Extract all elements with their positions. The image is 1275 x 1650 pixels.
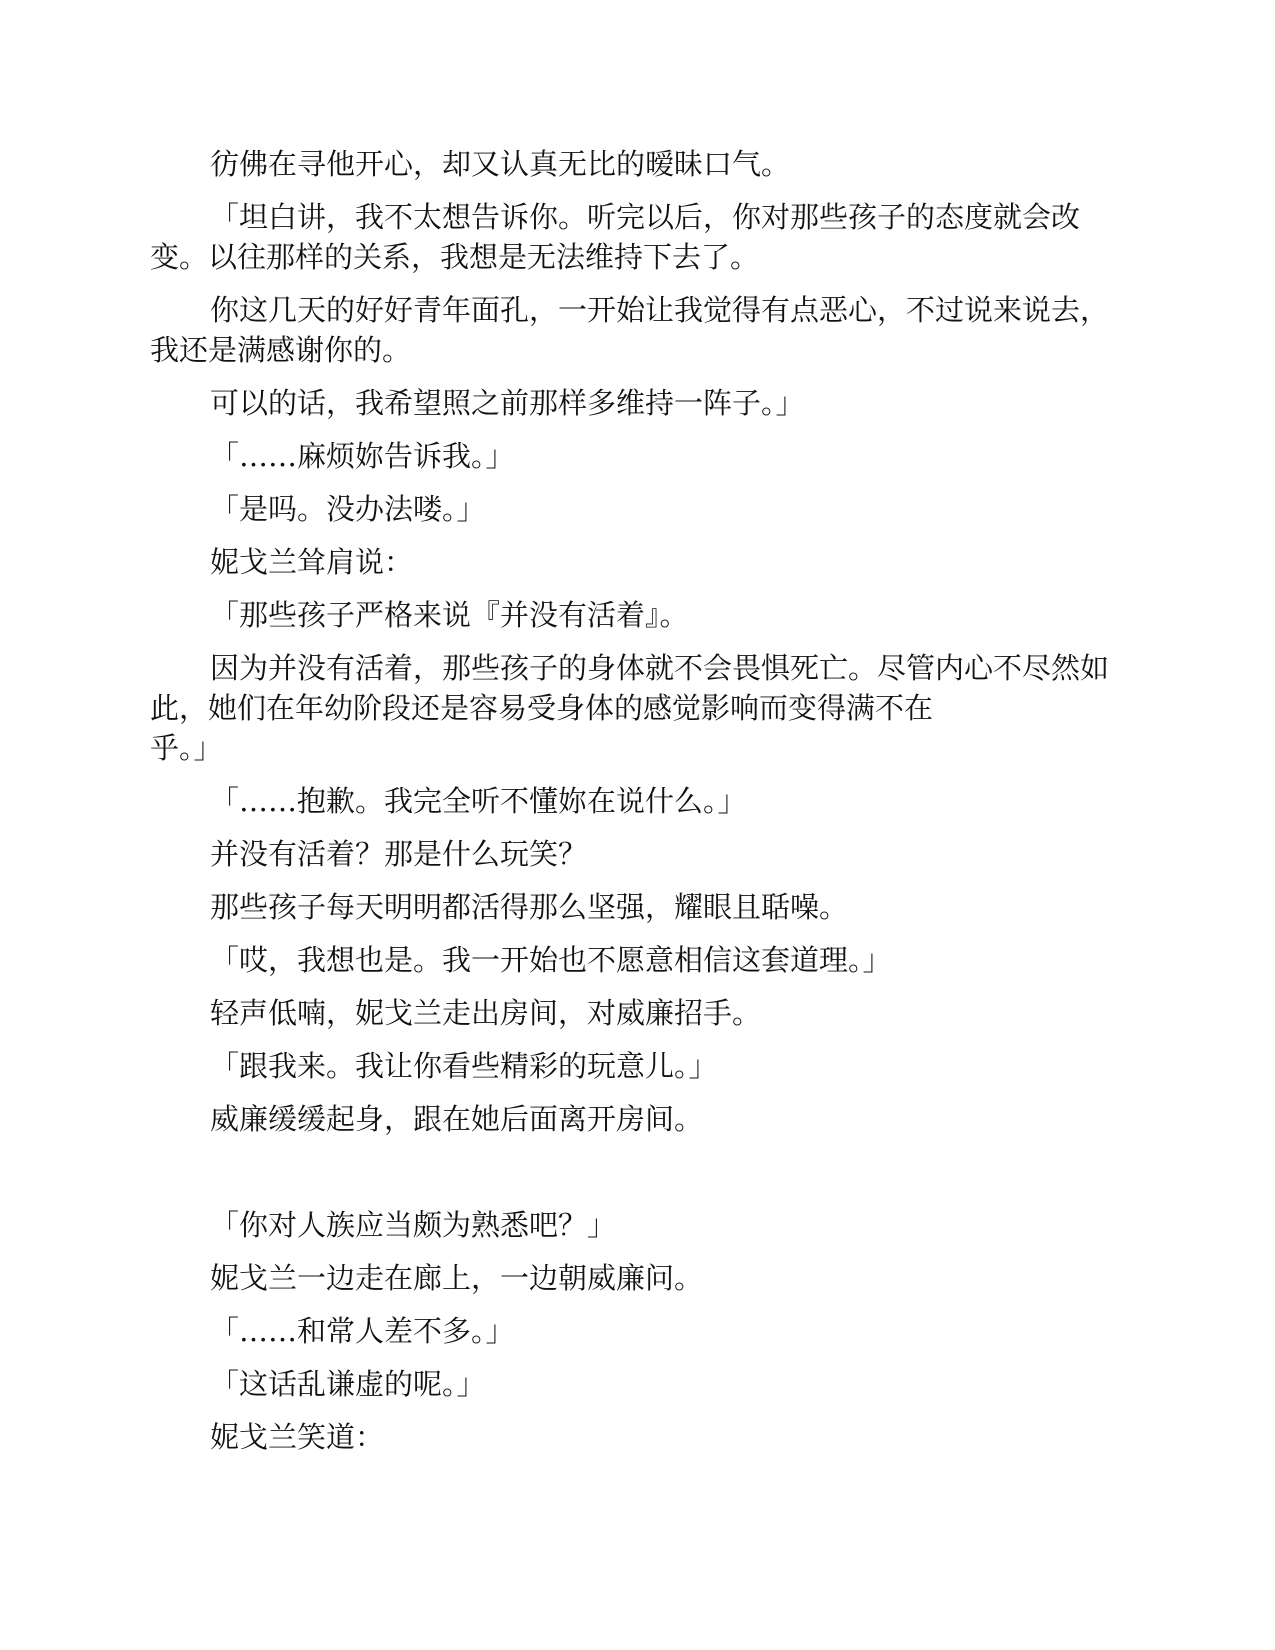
paragraph: 你这几天的好好青年面孔，一开始让我觉得有点恶心，不过说来说去，我还是满感谢你的。 <box>150 293 1110 367</box>
paragraph: 「……和常人差不多。」 <box>210 1314 515 1348</box>
paragraph: 妮戈兰笑道： <box>210 1420 385 1454</box>
paragraph: 因为并没有活着，那些孩子的身体就不会畏惧死亡。尽管内心不尽然如此，她们在年幼阶段还是容易受身体的感觉影响而变得满不在 乎。」 <box>150 651 1110 765</box>
paragraph: 「……麻烦妳告诉我。」 <box>210 439 515 473</box>
paragraph: 并没有活着？那是什么玩笑？ <box>210 837 588 871</box>
paragraph: 轻声低喃，妮戈兰走出房间，对威廉招手。 <box>210 996 762 1030</box>
paragraph: 「坦白讲，我不太想告诉你。听完以后，你对那些孩子的态度就会改变。以往那样的关系，我想是无法维持下去了。 <box>150 200 1081 274</box>
paragraph: 彷佛在寻他开心，却又认真无比的暧昧口气。 <box>210 147 791 181</box>
paragraph: 威廉缓缓起身，跟在她后面离开房间。 <box>210 1102 704 1136</box>
paragraph: 「……抱歉。我完全听不懂妳在说什么。」 <box>210 784 747 818</box>
section-break <box>150 1152 1125 1205</box>
body-text <box>150 144 1125 1470</box>
paragraph: 可以的话，我希望照之前那样多维持一阵子。」 <box>210 386 805 420</box>
paragraph: 「那些孩子严格来说『并没有活着』。 <box>210 598 689 632</box>
paragraph: 「这话乱谦虚的呢。」 <box>210 1367 486 1401</box>
paragraph: 妮戈兰一边走在廊上，一边朝威廉问。 <box>210 1261 704 1295</box>
paragraph: 那些孩子每天明明都活得那么坚强，耀眼且聒噪。 <box>210 890 849 924</box>
paragraph: 「哎，我想也是。我一开始也不愿意相信这套道理。」 <box>210 943 892 977</box>
paragraph: 妮戈兰耸肩说： <box>210 545 414 579</box>
paragraph: 「是吗。没办法喽。」 <box>210 492 486 526</box>
paragraph: 「跟我来。我让你看些精彩的玩意儿。」 <box>210 1049 718 1083</box>
paragraph: 「你对人族应当颇为熟悉吧？」 <box>210 1208 617 1242</box>
